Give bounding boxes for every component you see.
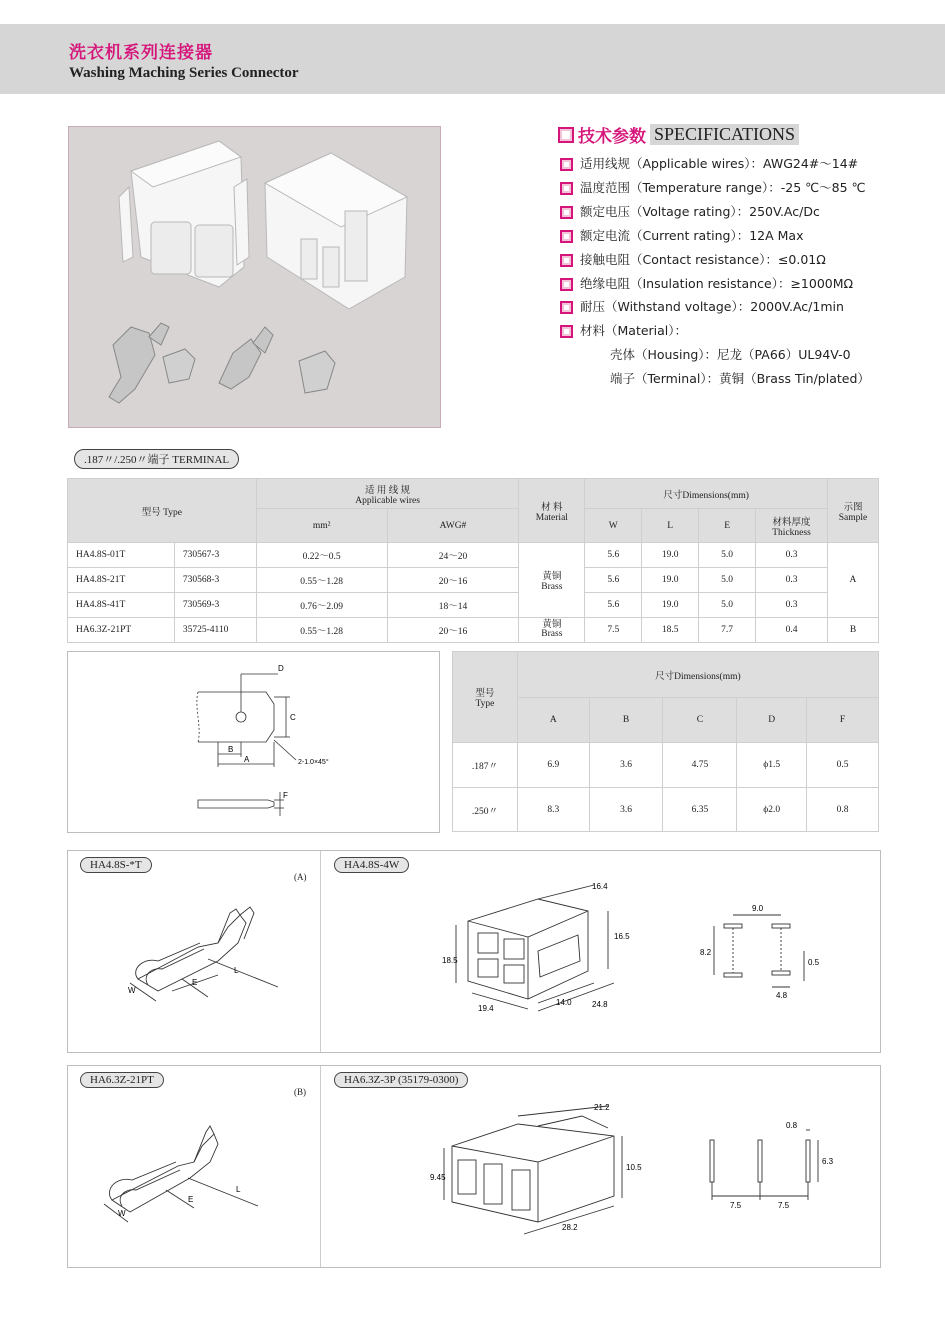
panel-ha48: [67, 850, 881, 1053]
dim-21-2: 21.2: [594, 1103, 610, 1112]
tag-ha63z-21pt: HA6.3Z-21PT: [80, 1072, 164, 1088]
bullet-square-icon: [560, 158, 573, 171]
spec-item: 绝缘电阻（Insulation resistance）：≥1000MΩ: [560, 274, 853, 292]
table-row: .250〃 8.3 3.6 6.35 ϕ2.0 0.8: [453, 788, 879, 832]
terminal-b-drawing: [104, 1126, 258, 1222]
spec-item: 接触电阻（Contact resistance）：≤0.01Ω: [560, 250, 826, 268]
dim-0-5: 0.5: [808, 958, 820, 967]
page-title-cn: 洗衣机系列连接器: [69, 43, 213, 63]
material-cell: 黄铜 Brass: [519, 618, 585, 643]
specifications-heading: [558, 122, 799, 147]
table-row: .187〃 6.9 3.6 4.75 ϕ1.5 0.5: [453, 743, 879, 788]
dim-w: W: [128, 986, 136, 995]
dim-16-5: 16.5: [614, 932, 630, 941]
bullet-square-icon: [560, 325, 573, 338]
bullet-square-icon: [560, 254, 573, 267]
spec-subitem-terminal: 端子（Terminal）：黄铜（Brass Tin/plated）: [610, 371, 870, 386]
dim-l: L: [236, 1185, 241, 1194]
dim-f: F: [283, 791, 288, 800]
dim-0-8: 0.8: [786, 1121, 798, 1130]
spec-item: 耐压（Withstand voltage）：2000V.Ac/1min: [560, 297, 844, 315]
dim-19-4: 19.4: [478, 1004, 494, 1013]
dim-w: W: [118, 1209, 126, 1218]
pcb-layout-3p: [710, 1130, 818, 1200]
terminal-a-drawing: [130, 907, 278, 1001]
dim-8-2: 8.2: [700, 948, 712, 957]
dim-a: A: [244, 755, 250, 764]
col-wires: 适 用 线 规 Applicable wires: [256, 479, 519, 509]
pcb-layout-4w: [714, 915, 804, 987]
panel-ha63: [67, 1065, 881, 1268]
housing-2pin-image: [119, 141, 249, 287]
dim-e: E: [192, 978, 198, 987]
dim-9-45: 9.45: [430, 1173, 446, 1182]
housing-4w-drawing: [456, 885, 614, 1011]
dim-28-2: 28.2: [562, 1223, 578, 1232]
spec-title-cn: 技术参数: [578, 127, 646, 147]
dim-18-5: 18.5: [442, 956, 458, 965]
spec-item: 额定电流（Current rating）：12A Max: [560, 226, 803, 244]
dim-d: D: [278, 664, 284, 673]
tag-ha48s-4w: HA4.8S-4W: [334, 857, 409, 873]
col-material: 材 料 Material: [519, 479, 585, 543]
col-type: 型号 Type: [68, 479, 257, 543]
bullet-square-icon: [560, 206, 573, 219]
table-row: HA4.8S-01T 730567-3 0.22～0.5 24～20 黄铜 Brass 5.6 19.0 5.0 0.3 A: [68, 543, 879, 568]
tab-dimension-table: 型号 Type 尺寸Dimensions(mm) A B C D F .187〃 6.9 3.6 4.75 ϕ1.5 0.5 .250〃 8.3 3.6 6.35 ϕ2.0 0.8: [452, 651, 879, 832]
dim-c: C: [290, 713, 296, 722]
col-type: 型号 Type: [453, 652, 518, 743]
tab-drawing: [68, 652, 439, 832]
terminal-section-tag: .187〃/.250〃端子 TERMINAL: [74, 449, 239, 469]
dim-4-8: 4.8: [776, 991, 788, 1000]
sample-cell: A: [827, 543, 878, 618]
dim-9-0: 9.0: [752, 904, 764, 913]
product-photo: [68, 126, 441, 428]
col-thickness: 材料厚度 Thickness: [756, 509, 828, 543]
spec-item: 额定电压（Voltage rating）：250V.Ac/Dc: [560, 202, 820, 220]
spec-subitem-housing: 壳体（Housing）：尼龙（PA66）UL94V-0: [610, 347, 851, 362]
dim-b: B: [228, 745, 234, 754]
spec-item: 材料（Material）：: [560, 321, 687, 339]
dim-7-5-left: 7.5: [730, 1201, 742, 1210]
col-awg: AWG#: [387, 509, 519, 543]
bullet-square-icon: [560, 230, 573, 243]
dim-chamfer: 2-1.0×45°: [298, 759, 329, 766]
tag-ha63z-3p: HA6.3Z-3P (35179-0300): [334, 1072, 468, 1088]
spec-item: 温度范围（Temperature range）：-25 ℃～85 ℃: [560, 178, 866, 196]
tag-ha48s-t: HA4.8S-*T: [80, 857, 152, 873]
dim-6-3: 6.3: [822, 1157, 834, 1166]
bullet-square-icon: [558, 127, 574, 143]
tab-drawing-box: [67, 651, 440, 833]
dim-24-8: 24.8: [592, 1000, 608, 1009]
table-row: HA4.8S-21T 730568-3 0.55～1.28 20～16 5.6 19.0 5.0 0.3: [68, 568, 879, 593]
bullet-square-icon: [560, 301, 573, 314]
table-row: HA4.8S-41T 730569-3 0.76～2.09 18～14 5.6 19.0 5.0 0.3: [68, 593, 879, 618]
col-sample: 示图 Sample: [827, 479, 878, 543]
housing-3p-drawing: [444, 1106, 622, 1234]
col-e: E: [699, 509, 756, 543]
dim-10-5: 10.5: [626, 1163, 642, 1172]
bullet-square-icon: [560, 278, 573, 291]
material-cell: 黄铜 Brass: [519, 543, 585, 618]
page-title-en: Washing Maching Series Connector: [69, 65, 299, 81]
mark-b: (B): [294, 1087, 306, 1097]
sample-cell: B: [827, 618, 878, 643]
dim-7-5-right: 7.5: [778, 1201, 790, 1210]
housing-3pin-image: [265, 153, 407, 309]
table-row: HA6.3Z-21PT 35725-4110 0.55～1.28 20～16 黄铜 Brass 7.5 18.5 7.7 0.4 B: [68, 618, 879, 643]
col-dimensions: 尺寸Dimensions(mm): [517, 652, 878, 698]
terminal-spec-table: [67, 478, 879, 643]
dim-e: E: [188, 1195, 194, 1204]
col-w: W: [585, 509, 642, 543]
dim-16-4: 16.4: [592, 882, 608, 891]
dim-14-0: 14.0: [556, 998, 572, 1007]
bullet-square-icon: [560, 182, 573, 195]
terminal-images: [109, 323, 335, 403]
col-l: L: [642, 509, 699, 543]
col-dimensions: 尺寸Dimensions(mm): [585, 479, 828, 509]
spec-title-en: SPECIFICATIONS: [650, 124, 799, 145]
spec-item: 适用线规（Applicable wires）：AWG24#～14#: [560, 154, 858, 172]
dim-l: L: [234, 966, 239, 975]
col-mm2: mm²: [256, 509, 387, 543]
mark-a: (A): [294, 872, 307, 882]
